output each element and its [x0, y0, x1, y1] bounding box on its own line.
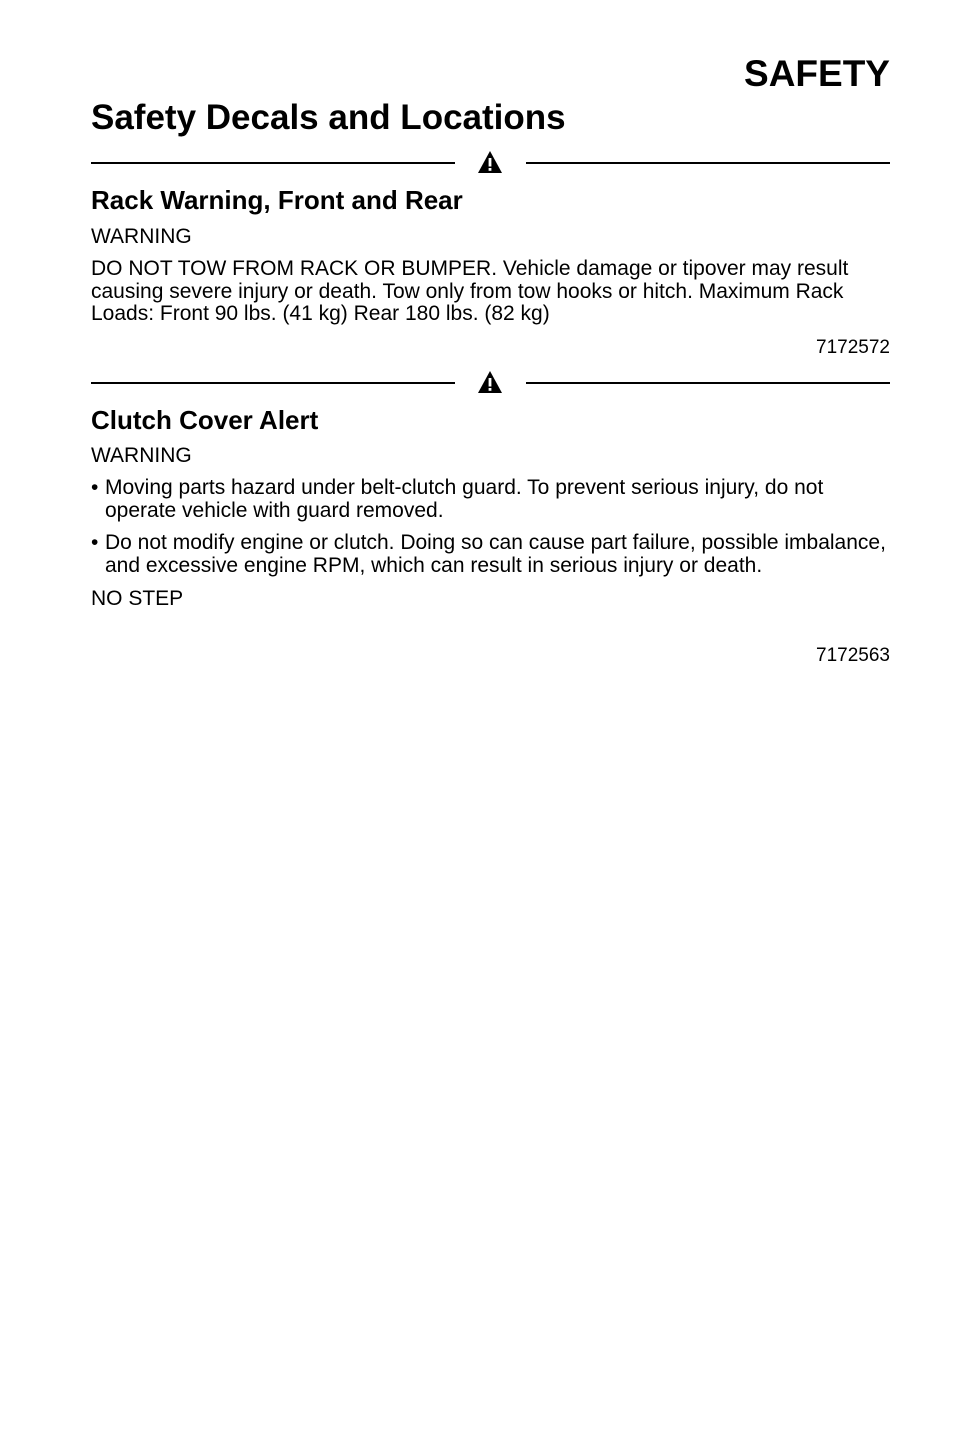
- signal-word: WARNING: [91, 444, 192, 467]
- part-number: 7172572: [816, 337, 890, 358]
- decal-heading: Rack Warning, Front and Rear: [91, 185, 463, 215]
- warning-divider: [91, 150, 890, 176]
- list-item-text: Moving parts hazard under belt-clutch guard. To prevent serious injury, do not operate vehicle with guard removed.: [105, 476, 824, 522]
- warning-triangle-icon: [477, 370, 503, 394]
- bullet-icon: •: [91, 476, 99, 499]
- section-header: SAFETY: [744, 53, 890, 94]
- part-number: 7172563: [816, 645, 890, 666]
- list-item-text: Do not modify engine or clutch. Doing so can cause part failure, possible imbalance, and excessive engine RPM, which can result in serious injury or death.: [105, 531, 886, 577]
- no-step-label: NO STEP: [91, 587, 184, 610]
- divider-line: [91, 382, 455, 384]
- warning-divider: [91, 370, 890, 396]
- divider-line: [526, 382, 890, 384]
- list-item: [91, 477, 890, 522]
- bullet-icon: •: [91, 531, 99, 554]
- warning-triangle-icon: [477, 150, 503, 174]
- decal-body: DO NOT TOW FROM RACK OR BUMPER. Vehicle damage or tipover may result causing severe injury or death. Tow only from tow hooks or hitch. Maximum Rack Loads: Front 90 lbs. (41 kg) Rear 180 lbs. (82 kg): [91, 257, 849, 325]
- hazard-list: [91, 477, 890, 577]
- clutch-cover-decal: [91, 404, 890, 611]
- divider-line: [526, 162, 890, 164]
- page-title: Safety Decals and Locations: [91, 98, 566, 137]
- divider-line: [91, 162, 455, 164]
- decal-heading: Clutch Cover Alert: [91, 405, 319, 435]
- rack-warning-decal: [91, 184, 890, 326]
- list-item: [91, 532, 890, 577]
- signal-word: WARNING: [91, 225, 192, 248]
